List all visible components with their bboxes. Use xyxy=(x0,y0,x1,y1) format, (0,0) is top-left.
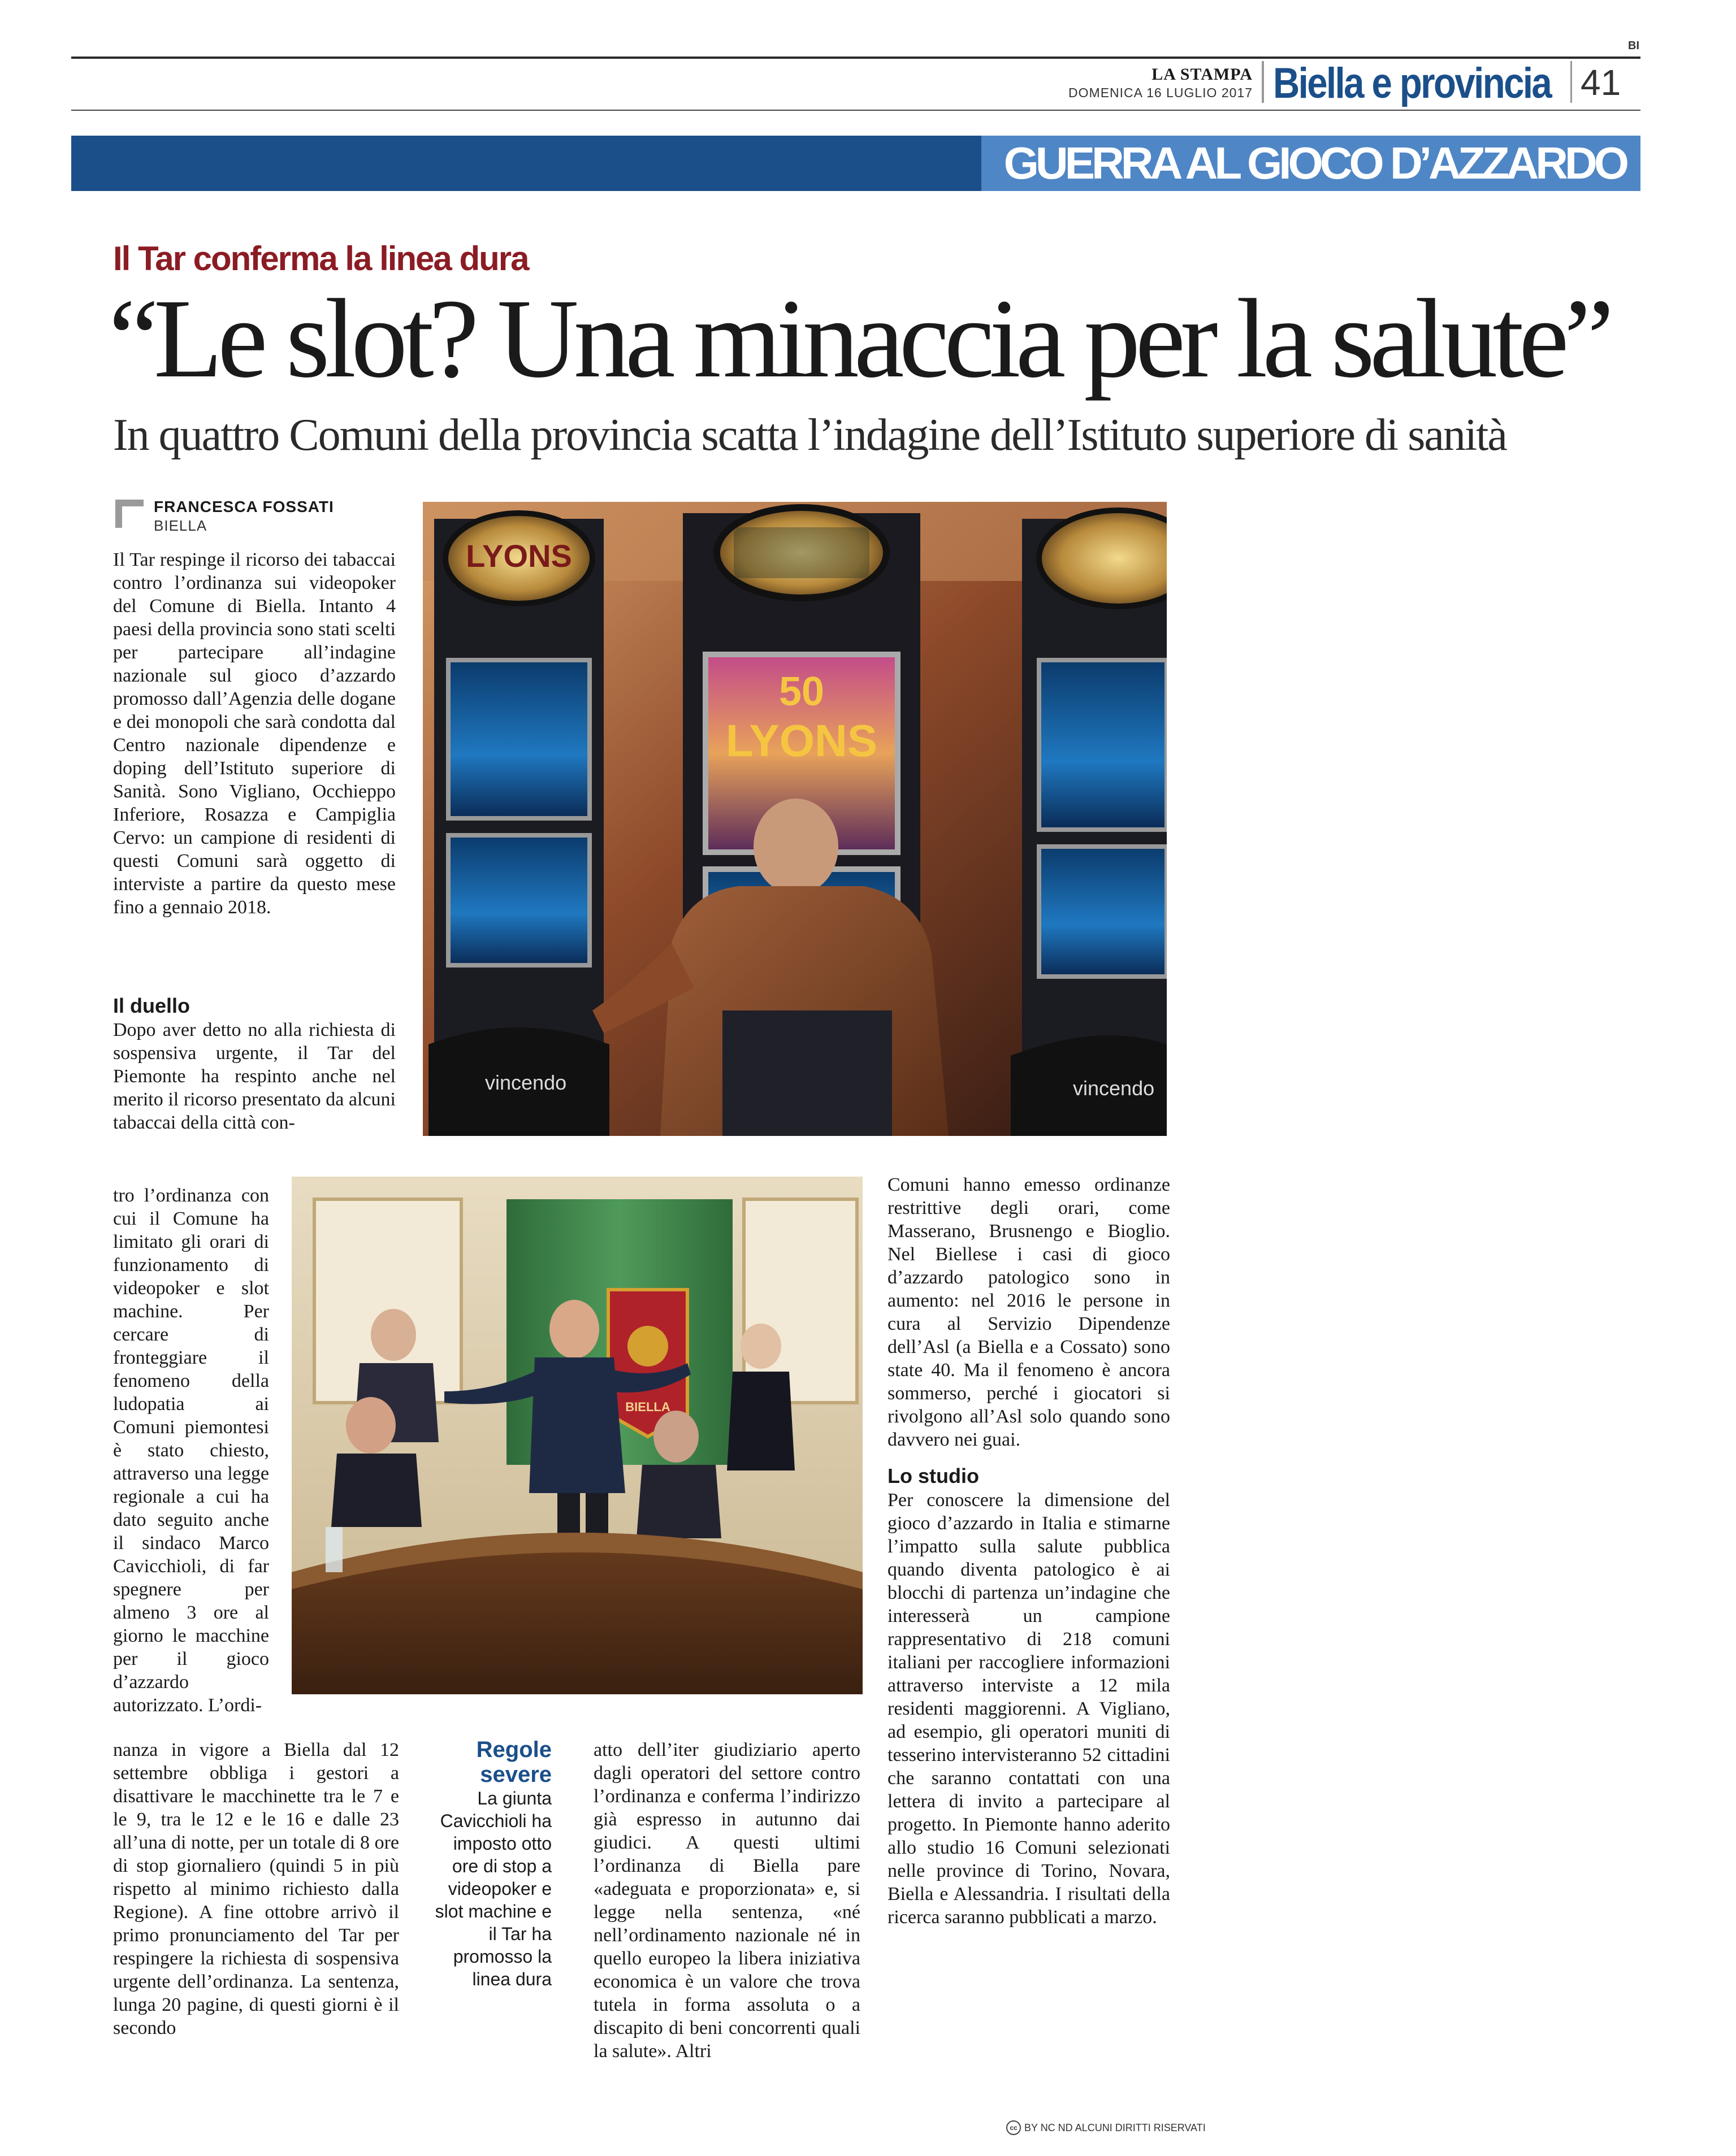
article-column-3 xyxy=(888,1173,1170,1929)
creative-commons-icon: cc xyxy=(1006,2120,1021,2135)
column-3-paragraph-1: Comuni hanno emesso ordinanze restrittive degli orari, come Masserano, Brusnengo e Bioglio. Nel Biellese i casi di gioco d’azzardo patologico sono in aumento: nel 2016 le persone in cura al Servizio Dipendenze dell’Asl (a Biella e a Cossato) sono state 40. Ma il fenomeno è ancora sommerso, perché i giocatori si rivolgono all’Asl solo quando sono davvero nei guai. xyxy=(888,1174,1170,1450)
machine-brand: vincendo xyxy=(1073,1077,1155,1100)
masthead xyxy=(1063,65,1253,101)
license-credit: BY NC ND ALCUNI DIRITTI RISERVATI xyxy=(1024,2122,1206,2133)
duello-paragraph-part-1: Dopo aver detto no alla richiesta di sospensiva urgente, il Tar del Piemonte ha respinto anche nel merito il ricorso presentato da alcuni tabaccai della città con- xyxy=(113,1020,396,1133)
article-column-2 xyxy=(594,1738,860,2063)
header-separator xyxy=(1570,61,1572,103)
sidebar-title-line-1: Regole xyxy=(476,1737,552,1762)
section-title-studio: Lo studio xyxy=(888,1464,979,1487)
byline-author: FRANCESCA FOSSATI xyxy=(154,498,334,515)
article-column-1-top xyxy=(113,994,396,1134)
newspaper-name: LA STAMPA xyxy=(1151,65,1253,84)
edition-code: BI xyxy=(1628,40,1639,52)
sidebar-title xyxy=(452,1737,552,1787)
banner-text: BIELLA xyxy=(625,1400,670,1414)
article-intro xyxy=(113,548,396,919)
duello-paragraph-part-2: tro l’ordinanza con cui il Comune ha limitato gli orari di funzionamento di videopoker e slot machine. Per cercare di fronteggiare il fenomeno della ludopatia ai Comuni piemontesi è stato chiesto, attraverso una legge regionale a cui ha dato seguito anche il sindaco Marco Cavicchioli, di far spegnere per almeno 3 ore al giorno le macchine per il gioco d’azzardo autorizzato. L’ordi- xyxy=(113,1185,269,1716)
slot-screen-title: LYONS xyxy=(466,538,572,574)
byline-location: BIELLA xyxy=(154,517,207,534)
topic-banner-label: GUERRA AL GIOCO D’AZZARDO xyxy=(981,136,1640,191)
column-2-paragraph: atto dell’iter giudiziario aperto dagli operatori del settore contro l’ordinanza e conferma l’indirizzo già espresso in autunno dai giudici. A questi ultimi l’ordinanza di Biella pare «adeguata e proporzionata» e, si legge nella sentenza, «né nell’ordinamento nazionale né in quello europeo la libera iniziativa economica è un valore che trova tutela in forma assoluta o a discapito di beni concorrenti quali la salute». Altri xyxy=(594,1739,860,2062)
intro-paragraph: Il Tar respinge il ricorso dei tabaccai contro l’ordinanza sui videopoker del Comune di Biella. Intanto 4 paesi della provincia sono stati scelti per partecipare all’indagine nazionale sul gioco d’azzardo promosso dall’Agenzia delle dogane e dei monopoli che sarà condotta dal Centro nazionale dipendenze e doping dell’Istituto superiore di Sanità. Sono Vigliano, Occhieppo Inferiore, Rosazza e Campiglia Cervo: un campione di residenti di questi Comuni sarà oggetto di interviste a partire da questo mese fino a gennaio 2018. xyxy=(113,549,396,918)
slot-screen-title: LYONS xyxy=(725,715,878,766)
page-number: 41 xyxy=(1581,62,1621,103)
issue-date: DOMENICA 16 LUGLIO 2017 xyxy=(1068,85,1253,100)
article-column-1-narrow xyxy=(113,1184,269,1717)
header-separator xyxy=(1262,61,1264,103)
article-column-1-bottom xyxy=(113,1738,399,2040)
byline-mark-icon xyxy=(115,500,144,528)
article-subheadline: In quattro Comuni della provincia scatta l’indagine dell’Istituto superiore di sanità xyxy=(113,410,1506,460)
column-3-paragraph-2: Per conoscere la dimensione del gioco d’azzardo in Italia e stimarne l’impatto sulla salute pubblica quando diventa patologico è ai blocchi di partenza un’indagine che interesserà un campione rappresentativo di 218 comuni italiani per raccogliere informazioni attraverso interviste a 12 mila residenti maggiorenni. A Vigliano, ad esempio, gli operatori muniti di tesserino intervisteranno 52 cittadini che saranno contattati con una lettera di invito a partecipare al progetto. In Piemonte hanno aderito allo studio 16 Comuni selezionati nelle province di Torino, Novara, Biella e Alessandria. I risultati della ricerca saranno pubblicati a marzo. xyxy=(888,1490,1170,1928)
article-kicker: Il Tar conferma la linea dura xyxy=(113,240,529,277)
header-rule xyxy=(71,110,1640,111)
machine-brand: vincendo xyxy=(485,1071,567,1094)
section-name: Biella e provincia xyxy=(1273,59,1551,107)
article-headline: “Le slot? Una minaccia per la salute” xyxy=(109,276,1609,401)
sidebar-text: La giunta Cavicchioli ha imposto otto ore di stop a videopoker e slot machine e il Tar ha promosso la linea dura xyxy=(435,1788,552,1989)
slot-machines-photo xyxy=(423,502,1167,1136)
council-meeting-photo xyxy=(292,1177,863,1694)
slot-screen-number: 50 xyxy=(778,669,825,714)
section-title-duello: Il duello xyxy=(113,994,191,1017)
sidebar-title-line-2: severe xyxy=(480,1762,552,1787)
topic-banner xyxy=(71,136,1640,191)
duello-paragraph-part-3: nanza in vigore a Biella dal 12 settembre obbliga i gestori a disattivare le macchinette tra le 7 e le 9, tra le 12 e le 16 e dalle 23 all’una di notte, per un totale di 8 ore di stop giornaliero (quindi 5 in più rispetto al minimo richiesto dalla Regione). A fine ottobre arrivò il primo pronunciamento del Tar per respingere la richiesta di sospensiva urgente dell’ordinanza. La sentenza, lunga 20 pagine, di questi giorni è il secondo xyxy=(113,1739,399,2038)
